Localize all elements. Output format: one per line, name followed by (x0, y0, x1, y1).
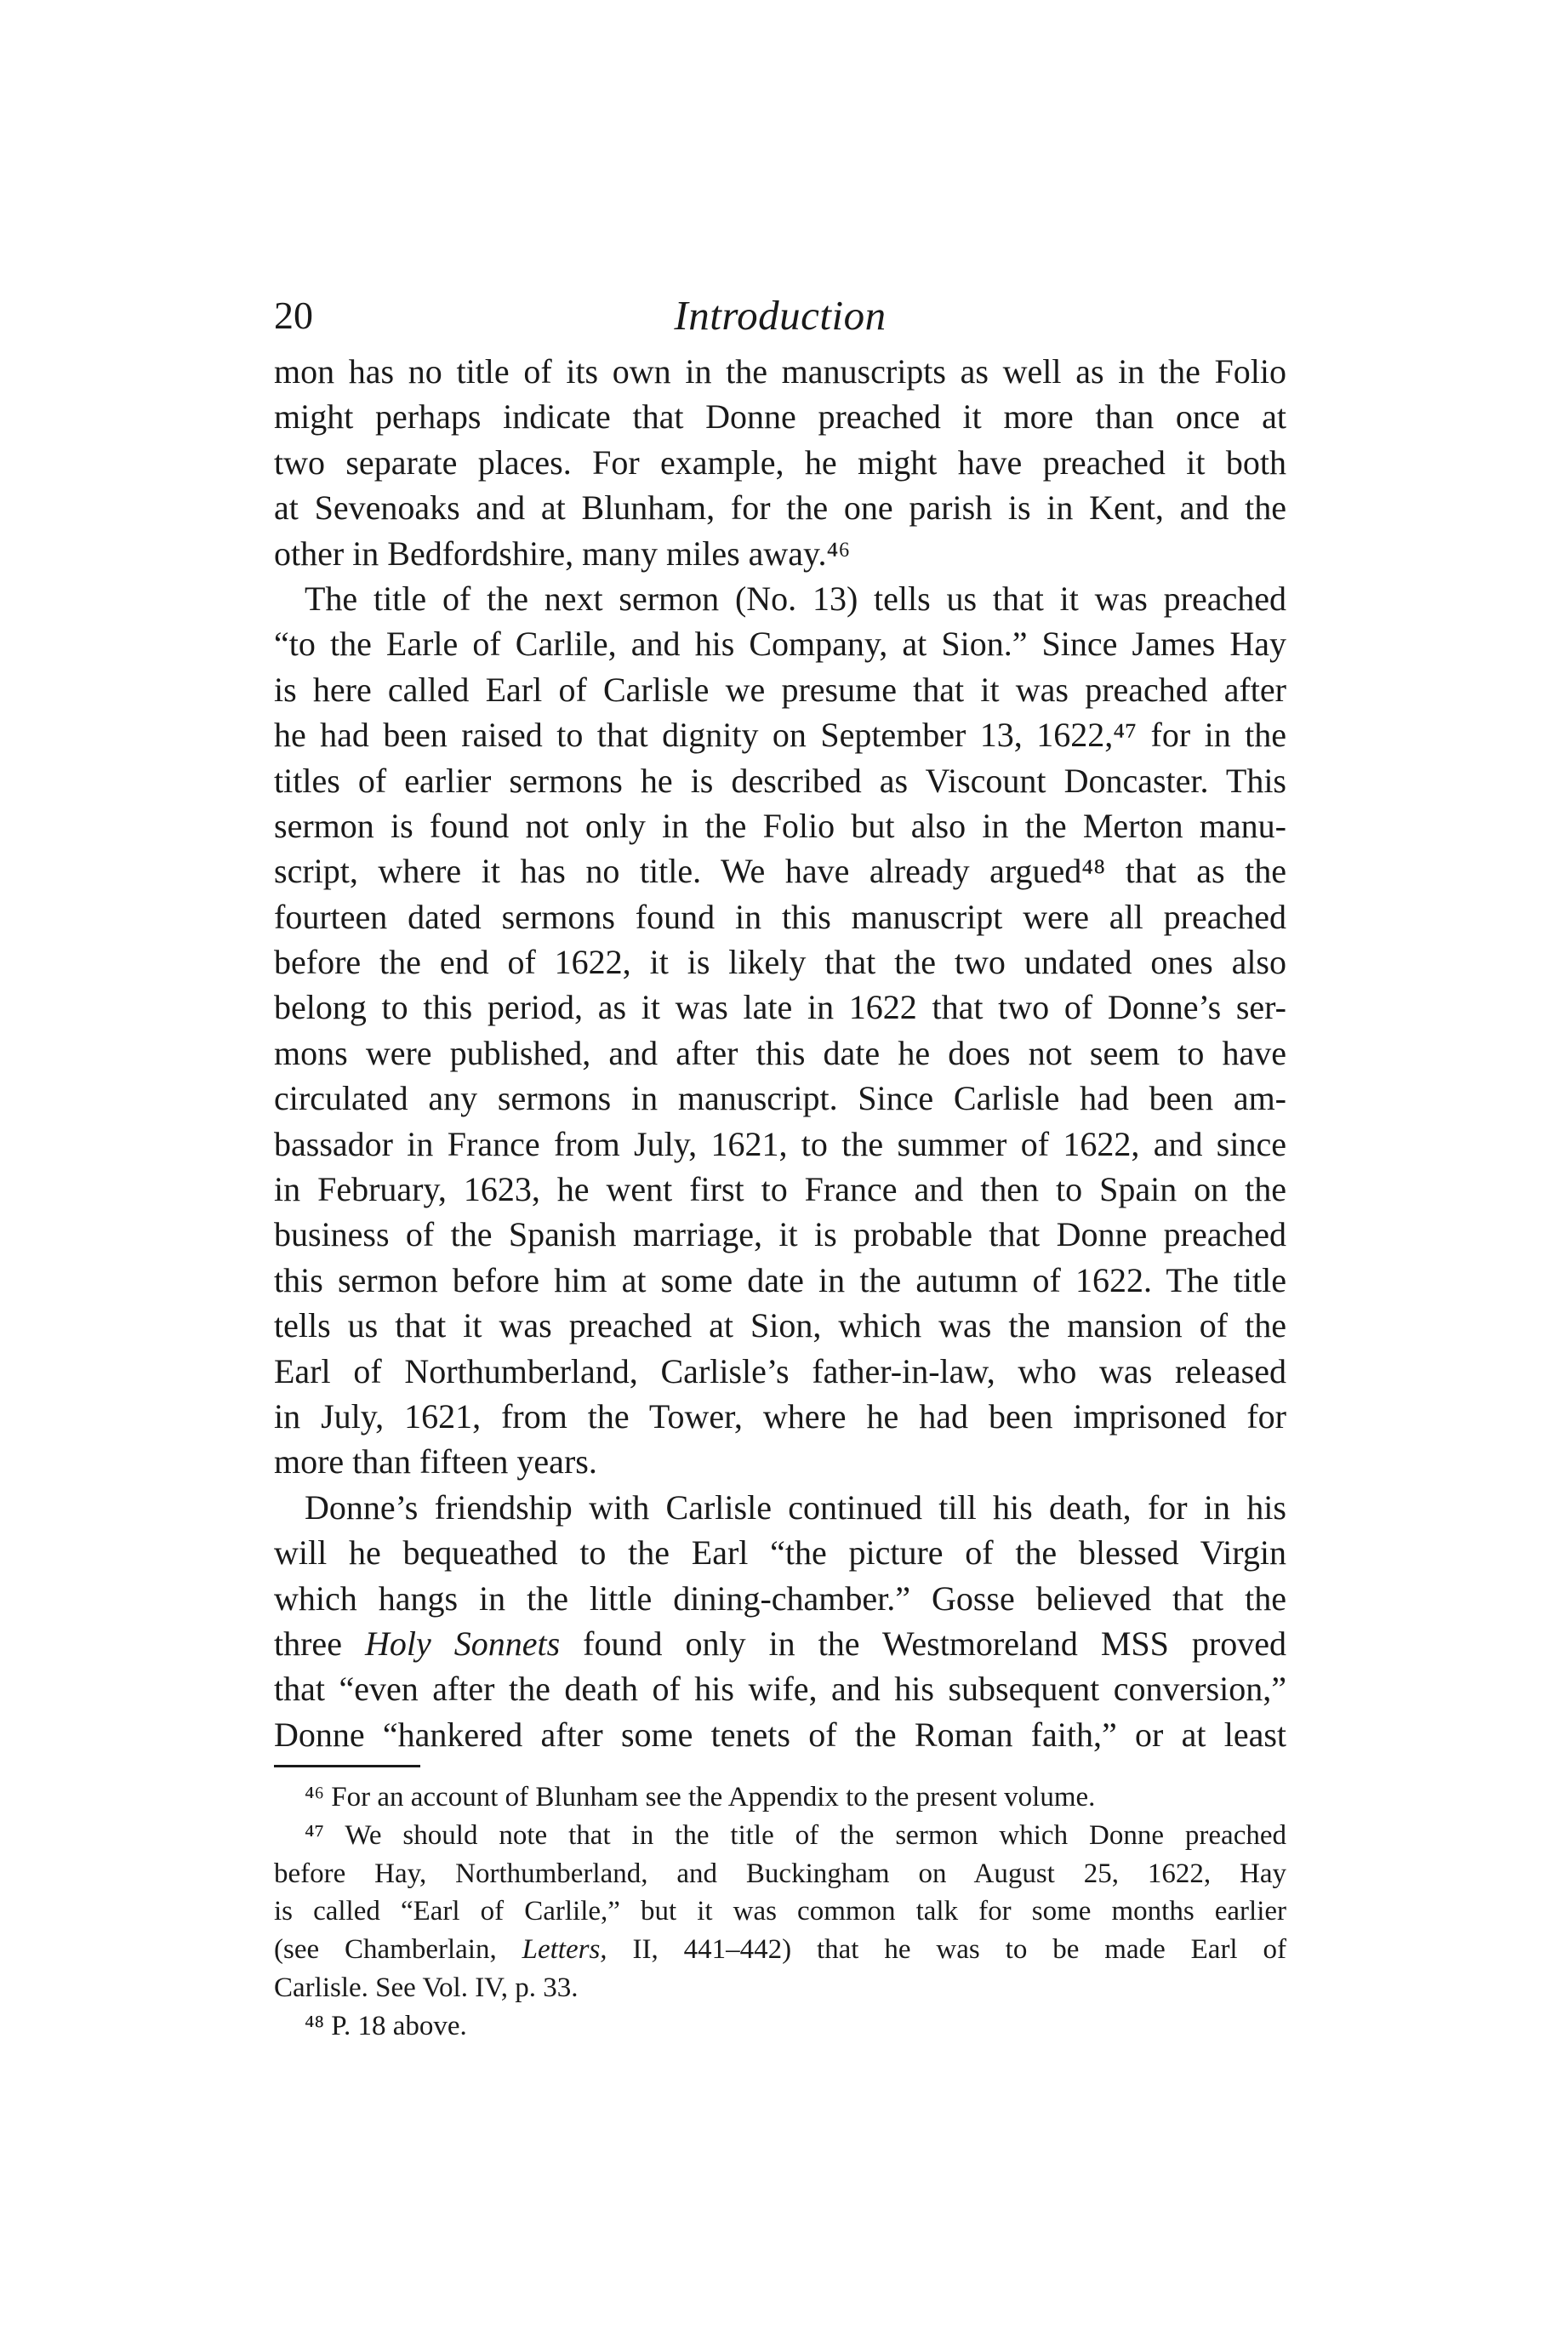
body-line: is here called Earl of Carlisle we presume that it was preached after (274, 670, 1286, 709)
footnote-rule (274, 1765, 420, 1767)
body-line: he had been raised to that dignity on September 13, 1622,⁴⁷ for in the (274, 716, 1286, 755)
body-line: The title of the next sermon (No. 13) tells us that it was preached (305, 579, 1286, 618)
footnotes (274, 1778, 1286, 2046)
body-line: two separate places. For example, he might have preached it both (274, 442, 1286, 482)
running-head: Introduction (674, 292, 887, 339)
body-line: mon has no title of its own in the manuscripts as well as in the Folio (274, 352, 1286, 391)
body-line: tells us that it was preached at Sion, which was the mansion of the (274, 1306, 1286, 1345)
body-line: more than fifteen years. (274, 1442, 597, 1481)
body-line: at Sevenoaks and at Blunham, for the one parish is in Kent, and the (274, 488, 1286, 528)
body-line: circulated any sermons in manuscript. Since Carlisle had been am- (274, 1079, 1286, 1118)
footnote-line: Carlisle. See Vol. IV, p. 33. (274, 1972, 579, 2003)
italic-title: Letters, (522, 1934, 607, 1966)
body-line: in July, 1621, from the Tower, where he had been imprisoned for (274, 1396, 1286, 1436)
body-line: script, where it has no title. We have already argued⁴⁸ that as the (274, 852, 1286, 891)
body-line: Donne’s friendship with Carlisle continued till his death, for in his (305, 1487, 1286, 1527)
footnote-line: ⁴⁸ P. 18 above. (305, 2010, 467, 2041)
body-line: business of the Spanish marriage, it is probable that Donne preached (274, 1215, 1286, 1254)
body-line: three Holy Sonnets found only in the Westmoreland MSS proved (274, 1624, 1286, 1663)
body-line: before the end of 1622, it is likely that the two undated ones also (274, 943, 1286, 982)
body-line: might perhaps indicate that Donne preached it more than once at (274, 397, 1286, 437)
footnote-line: ⁴⁶ For an account of Blunham see the Appendix to the present volume. (305, 1782, 1096, 1813)
body-line: this sermon before him at some date in the autumn of 1622. The title (274, 1260, 1286, 1299)
page-number: 20 (274, 294, 313, 337)
body-line: in February, 1623, he went first to France and then to Spain on the (274, 1170, 1286, 1209)
body-line: will he bequeathed to the Earl “the picture of the blessed Virgin (274, 1533, 1286, 1573)
body-line: mons were published, and after this date he does not seem to have (274, 1033, 1286, 1072)
body-line: “to the Earle of Carlile, and his Company, at Sion.” Since James Hay (274, 625, 1286, 664)
body-line: Donne “hankered after some tenets of the Roman faith,” or at least (274, 1715, 1286, 1754)
body-line: sermon is found not only in the Folio but also in the Merton manu- (274, 806, 1286, 845)
footnote-line: is called “Earl of Carlile,” but it was common talk for some months earlier (274, 1896, 1286, 1927)
body-line: that “even after the death of his wife, and his subsequent conversion,” (274, 1670, 1286, 1709)
body-line: other in Bedfordshire, many miles away.⁴⁶ (274, 534, 851, 573)
body-line: bassador in France from July, 1621, to the summer of 1622, and since (274, 1124, 1286, 1163)
body-text (274, 349, 1286, 1757)
body-line: titles of earlier sermons he is described as Viscount Doncaster. This (274, 761, 1286, 800)
footnote-line: before Hay, Northumberland, and Buckingham on August 25, 1622, Hay (274, 1858, 1286, 1889)
body-line: which hangs in the little dining-chamber.” Gosse believed that the (274, 1578, 1286, 1618)
page-header (274, 286, 1286, 345)
footnote-line: ⁴⁷ We should note that in the title of the sermon which Donne preached (305, 1819, 1286, 1851)
footnote-line: (see Chamberlain, Letters, II, 441–442) that he was to be made Earl of (274, 1934, 1286, 1966)
body-line: belong to this period, as it was late in 1622 that two of Donne’s ser- (274, 988, 1286, 1027)
body-line: Earl of Northumberland, Carlisle’s father-in-law, who was released (274, 1351, 1286, 1390)
italic-title: Holy Sonnets (364, 1624, 561, 1663)
body-line: fourteen dated sermons found in this manuscript were all preached (274, 897, 1286, 936)
